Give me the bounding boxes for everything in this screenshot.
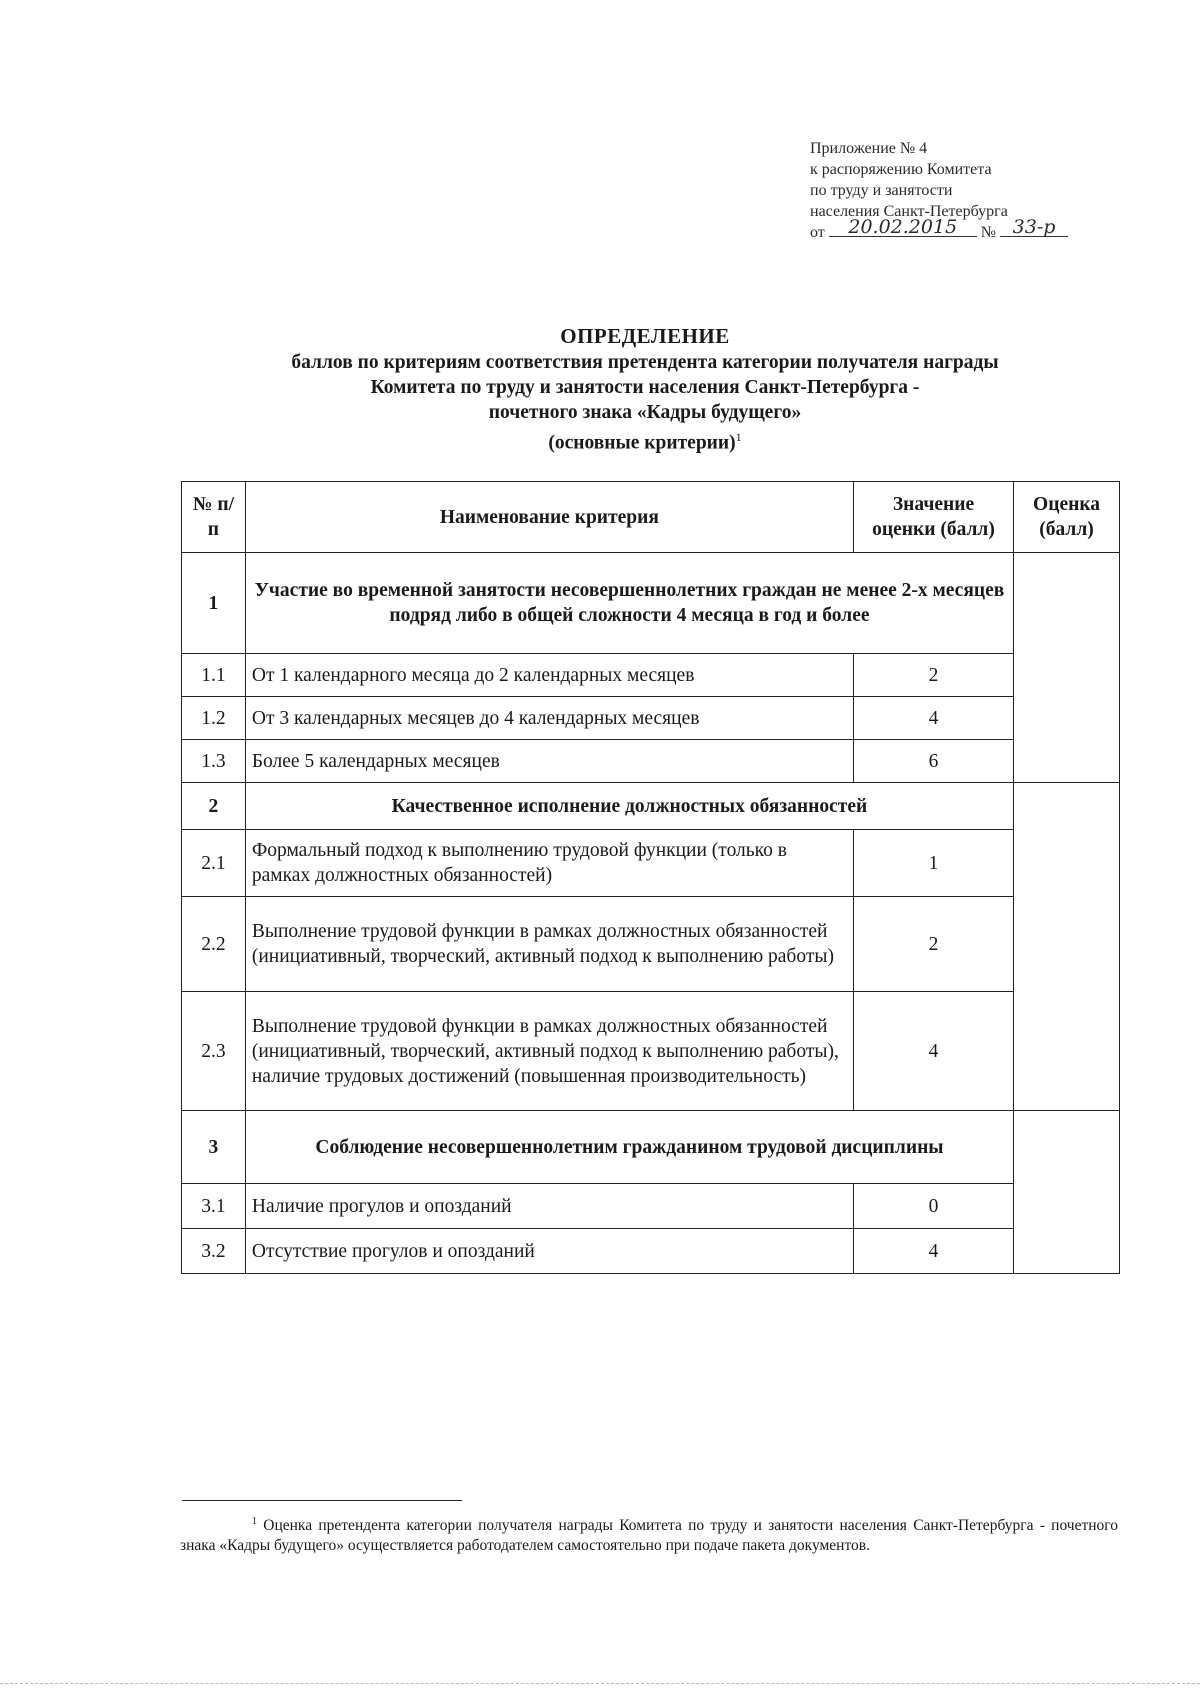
item-name: Отсутствие прогулов и опозданий [245, 1229, 853, 1274]
appendix-date-line [810, 216, 1110, 243]
item-name: Выполнение трудовой функции в рамках должностных обязанностей (инициативный, творческий, активный подход к выполнению работы) [245, 897, 853, 992]
table-header-row [182, 482, 1120, 553]
item-num: 1.3 [182, 740, 246, 783]
title-line-2: Комитета по труду и занятости населения Санкт-Петербурга - [370, 377, 920, 398]
table-row [182, 992, 1120, 1111]
section-title: Участие во временной занятости несовершеннолетних граждан не менее 2-х месяцев подряд либо в общей сложности 4 месяца в год и более [245, 553, 1013, 654]
footnote-text: Оценка претендента категории получателя награды Комитета по труду и занятости населения Санкт-Петербурга - почетного знака «Кадры будущего» осуществляется работодателем самостоятельно при подаче пакета документов. [180, 1517, 1119, 1555]
item-num: 1.2 [182, 697, 246, 740]
header-name: Наименование критерия [245, 482, 853, 553]
item-num: 1.1 [182, 654, 246, 697]
table-row [182, 897, 1120, 992]
item-value: 4 [853, 992, 1013, 1111]
appendix-line-3: по труду и занятости [810, 182, 953, 199]
header-score: Оценка (балл) [1014, 482, 1120, 553]
section-title: Соблюдение несовершеннолетним гражданином трудовой дисциплины [245, 1111, 1013, 1184]
handwritten-date: 20.02.2015 [829, 218, 977, 237]
title-footnote-mark: 1 [735, 430, 742, 444]
item-num: 2.1 [182, 830, 246, 897]
date-prefix: от [810, 224, 825, 241]
footnote-divider [182, 1500, 462, 1501]
table-row [182, 1229, 1120, 1274]
item-name: Формальный подход к выполнению трудовой функции (только в рамках должностных обязанностей) [245, 830, 853, 897]
section-num: 3 [182, 1111, 246, 1184]
item-value: 1 [853, 830, 1013, 897]
item-value: 6 [853, 740, 1013, 783]
title-line-4-text: (основные критерии) [548, 432, 736, 454]
item-value: 2 [853, 654, 1013, 697]
table-row [182, 1184, 1120, 1229]
appendix-line-1: Приложение № 4 [810, 140, 928, 157]
table-row [182, 654, 1120, 697]
title-line-1: баллов по критериям соответствия претендента категории получателя награды [291, 352, 999, 373]
title-line-4 [180, 425, 1110, 456]
item-value: 0 [853, 1184, 1013, 1229]
appendix-line-2: к распоряжению Комитета [810, 161, 992, 178]
appendix-line-4: населения Санкт-Петербурга [810, 203, 1008, 220]
item-num: 3.2 [182, 1229, 246, 1274]
score-cell [1014, 1111, 1120, 1274]
title-line-3: почетного знака «Кадры будущего» [488, 402, 802, 423]
header-value: Значение оценки (балл) [853, 482, 1013, 553]
item-num: 3.1 [182, 1184, 246, 1229]
document-title: ОПРЕДЕЛЕНИЕ [560, 324, 730, 348]
score-cell [1014, 783, 1120, 1111]
appendix-header [810, 138, 1110, 243]
handwritten-number: 33-р [1000, 218, 1068, 237]
item-name: Наличие прогулов и опозданий [245, 1184, 853, 1229]
footnote-mark: 1 [252, 1516, 257, 1527]
footnote [180, 1512, 1118, 1556]
item-name: Более 5 календарных месяцев [245, 740, 853, 783]
table-row [182, 830, 1120, 897]
item-name: От 3 календарных месяцев до 4 календарных месяцев [245, 697, 853, 740]
scan-edge-divider [0, 1683, 1200, 1684]
section-row [182, 1111, 1120, 1184]
section-num: 1 [182, 553, 246, 654]
table-row [182, 697, 1120, 740]
item-value: 4 [853, 697, 1013, 740]
item-num: 2.3 [182, 992, 246, 1111]
item-name: Выполнение трудовой функции в рамках должностных обязанностей (инициативный, творческий, активный подход к выполнению работы), наличие трудовых достижений (повышенная производительность) [245, 992, 853, 1111]
section-row [182, 553, 1120, 654]
criteria-table [181, 481, 1120, 1274]
item-value: 2 [853, 897, 1013, 992]
item-name: От 1 календарного месяца до 2 календарных месяцев [245, 654, 853, 697]
item-num: 2.2 [182, 897, 246, 992]
item-value: 4 [853, 1229, 1013, 1274]
section-title: Качественное исполнение должностных обязанностей [245, 783, 1013, 830]
section-row [182, 783, 1120, 830]
number-prefix: № [980, 224, 997, 241]
section-num: 2 [182, 783, 246, 830]
document-title-block [180, 322, 1110, 456]
table-row [182, 740, 1120, 783]
score-cell [1014, 553, 1120, 783]
header-num: № п/п [182, 482, 246, 553]
